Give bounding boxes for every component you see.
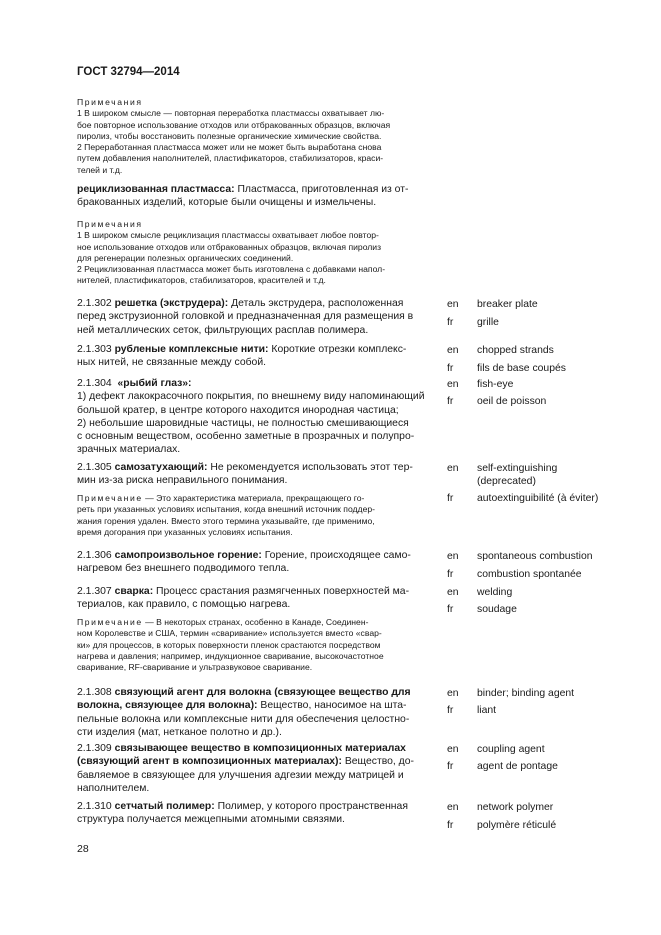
note-line: 1 В широком смысле рециклизация пластмассы охватывает любое повтор- <box>77 230 379 241</box>
term-definition: наполнителем. <box>77 782 150 794</box>
note-line: 1 В широком смысле — повторная переработка пластмассы охватывает лю- <box>77 108 385 119</box>
note-line: нагрева и давления; например, индукционное сваривание, высокочастотное <box>77 650 384 661</box>
term-definition: большой кратер, в центре которого находится инородная частица; <box>77 404 399 416</box>
term-number: 2.1.310 <box>77 801 112 812</box>
term-definition: нагревом без внешнего подводимого тепла. <box>77 563 290 575</box>
term-entry-2-1-309 <box>77 742 438 795</box>
term-entry-2-1-308 <box>77 686 438 739</box>
note-heading: Примечания <box>77 219 143 229</box>
note-line: ки» для процессов, в которых поверхности пленок срастаются посредством <box>77 639 381 650</box>
note-line: время догорания при указанных условиях испытания. <box>77 526 293 537</box>
term-title: связующий агент для волокна (связующее вещество для <box>114 687 411 698</box>
term-title: связывающее вещество в композиционных материалах <box>114 743 406 754</box>
term-definition: пельные волокна или комплексные нити для обеспечения целостно- <box>77 713 410 725</box>
term-title: «рыбий глаз»: <box>117 378 192 389</box>
term-definition: ней металлических сеток, фильтрующих расплав полимера. <box>77 324 369 336</box>
term-definition: мин из-за риска неправильного понимания. <box>77 475 288 487</box>
term-entry-2-1-303 <box>77 343 438 370</box>
note-line: жания горения удален. Вместо этого термина указывайте, где применимо, <box>77 515 375 526</box>
term-title: волокна, связующее для волокна): <box>77 700 258 712</box>
note-block-2-1-307 <box>77 617 438 673</box>
term-number: 2.1.309 <box>77 743 112 754</box>
term-title: рубленые комплексные нити: <box>114 344 269 355</box>
note-block-recycled-plastic <box>77 219 438 287</box>
term-definition: 2) небольшие шаровидные частицы, не полностью смешивающиеся <box>77 417 409 429</box>
note-label: Примечание <box>77 493 143 503</box>
note-line: телей и т.д. <box>77 164 123 175</box>
term-title: самозатухающий: <box>114 462 208 473</box>
term-entry-2-1-302 <box>77 297 438 337</box>
term-definition: ных нитей, не связанные между собой. <box>77 357 267 369</box>
term-definition: бавляемое в связующее для улучшения адгезии между матрицей и <box>77 769 404 781</box>
note-text: — Это характеристика материала, прекращающего го- <box>142 493 365 503</box>
term-number: 2.1.304 <box>77 378 112 389</box>
term-entry-2-1-304 <box>77 377 438 457</box>
term-definition: Не рекомендуется использовать этот тер- <box>207 462 413 473</box>
page-header: ГОСТ 32794—2014 <box>77 66 180 78</box>
note-line: 2 Переработанная пластмасса может или не может быть выработана снова <box>77 142 382 153</box>
note-block-2-1-305 <box>77 493 438 538</box>
term-definition: с основным веществом, особенно заметные в прозрачных и полупро- <box>77 431 415 443</box>
term-definition: Деталь экструдера, расположенная <box>228 298 404 309</box>
page-number: 28 <box>77 843 89 855</box>
term-definition: перед экструзионной головкой и предназначенная для размещения в <box>77 311 414 323</box>
note-line: пиролиз, чтобы восстановить полезные органические химические свойства. <box>77 130 382 141</box>
term-entry-2-1-306 <box>77 549 438 576</box>
term-title: (связующий агент в композиционных материалах): <box>77 756 342 768</box>
term-title: самопроизвольное горение: <box>114 550 262 561</box>
term-definition: Вещество, наносимое на шта- <box>257 700 407 712</box>
note-heading: Примечания <box>77 97 143 107</box>
term-definition: структура получается межцепными атомными связями. <box>77 814 345 826</box>
term-entry-2-1-305 <box>77 461 438 488</box>
term-definition: териалов, как правило, с помощью нагрева. <box>77 599 291 611</box>
term-number: 2.1.306 <box>77 550 112 561</box>
term-definition: Горение, происходящее само- <box>261 550 411 561</box>
note-line: реть при указанных условиях испытания, когда внешний источник поддер- <box>77 504 375 515</box>
note-line: нителей, пластификаторов, стабилизаторов, красителей и т.д. <box>77 275 326 286</box>
note-line: бое повторное использование отходов или отбракованных образцов, включая <box>77 119 391 130</box>
term-title: сварка: <box>114 586 154 597</box>
term-title: рециклизованная пластмасса: <box>77 184 235 195</box>
note-line: для регенерации полезных органических соединений. <box>77 252 294 263</box>
note-line: путем добавления наполнителей, пластификаторов, стабилизаторов, краси- <box>77 153 384 164</box>
note-line: ное использование отходов или отбракованных образцов, включая пиролиз <box>77 241 382 252</box>
term-definition: 1) дефект лакокрасочного покрытия, по внешнему виду напоминающий <box>77 391 425 403</box>
term-definition: зрачных материалах. <box>77 444 181 456</box>
term-entry-2-1-310 <box>77 800 438 827</box>
term-definition: Процесс срастания размягченных поверхностей ма- <box>153 586 410 597</box>
term-number: 2.1.307 <box>77 586 112 597</box>
term-number: 2.1.303 <box>77 344 112 355</box>
term-number: 2.1.302 <box>77 298 112 309</box>
note-block-recycling <box>77 97 438 176</box>
term-number: 2.1.305 <box>77 462 112 473</box>
term-number: 2.1.308 <box>77 687 112 698</box>
note-line: ном Королевстве и США, термин «сваривание» используется вместо «свар- <box>77 628 382 639</box>
note-text: — В некоторых странах, особенно в Канаде, Соединен- <box>142 617 369 627</box>
term-definition: сти изделия (мат, нетканое полотно и др.). <box>77 726 282 738</box>
note-line: сваривание, RF-сваривание и ультразвуковое сваривание. <box>77 662 313 673</box>
term-definition: Пластмасса, приготовленная из от- <box>234 184 409 195</box>
term-title: решетка (экструдера): <box>114 298 229 309</box>
term-definition: Полимер, у которого пространственная <box>214 801 408 812</box>
term-entry-2-1-307 <box>77 585 438 612</box>
term-title: сетчатый полимер: <box>114 801 215 812</box>
term-definition: бракованных изделий, которые были очищены и измельчены. <box>77 197 377 209</box>
term-entry-recycled-plastic <box>77 183 438 210</box>
term-definition: Вещество, до- <box>341 756 414 768</box>
term-definition: Короткие отрезки комплекс- <box>268 344 407 355</box>
note-label: Примечание <box>77 617 143 627</box>
note-line: 2 Рециклизованная пластмасса может быть изготовлена с добавками напол- <box>77 264 386 275</box>
